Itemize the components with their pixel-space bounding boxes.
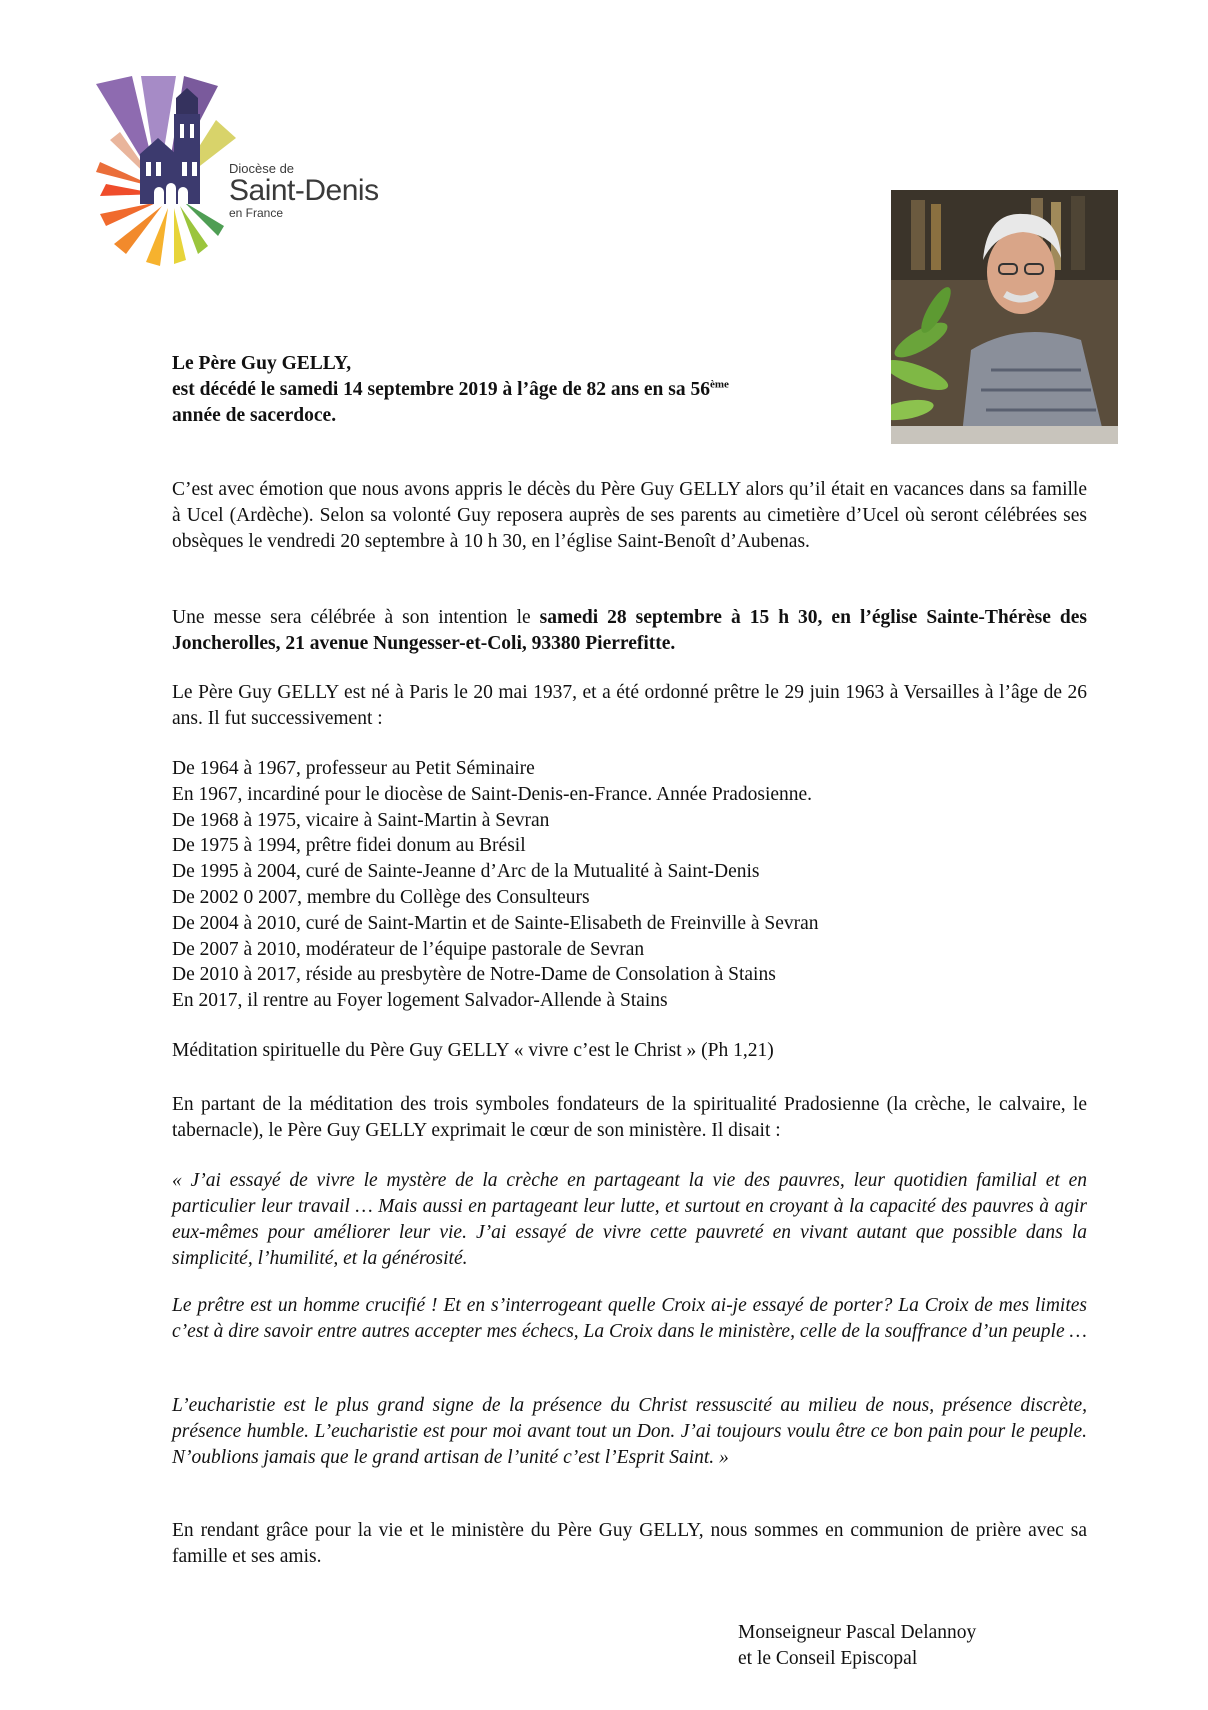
list-item: De 2010 à 2017, réside au presbytère de Notre-Dame de Consolation à Stains — [172, 964, 776, 986]
logo-line-2: Saint-Denis — [229, 174, 379, 207]
paragraph-biography: Le Père Guy GELLY est né à Paris le 20 mai 1937, et a été ordonné prêtre le 29 juin 1963 à Versailles à l’âge de 26 ans. Il fut successivement : — [172, 682, 1087, 729]
career-list — [172, 756, 819, 1014]
portrait-photo — [891, 190, 1118, 444]
list-item: En 2017, il rentre au Foyer logement Salvador-Allende à Stains — [172, 990, 668, 1012]
quote-creche: « J’ai essayé de vivre le mystère de la crèche en partageant la vie des pauvres, leur quotidien familial et en particulier leur travail … Mais aussi en partageant leur lutte, et surtout en croyant à la capacité des pauvres à agir eux-mêmes pour améliorer leur vie. J’ai essayé de vivre cette pauvreté en vivant autant que possible dans la simplicité, l’humilité, et la générosité. — [172, 1170, 1087, 1269]
heading-superscript: ème — [710, 378, 729, 391]
paragraph-mass — [172, 605, 1087, 657]
diocese-logo — [96, 76, 416, 286]
heading-line-3: année de sacerdoce. — [172, 405, 337, 426]
mass-details: samedi 28 septembre à 15 h 30, en l’église Sainte-Thérèse des Joncherolles, 21 avenue Nungesser-et-Coli, 93380 Pierrefitte. — [172, 607, 1087, 654]
paragraph-meditation-title: Méditation spirituelle du Père Guy GELLY « vivre c’est le Christ » (Ph 1,21) — [172, 1040, 774, 1061]
mass-intro: Une messe sera célébrée à son intention le — [172, 607, 540, 628]
list-item: De 1975 à 1994, prêtre fidei donum au Brésil — [172, 835, 526, 857]
paragraph-meditation-intro: En partant de la méditation des trois symboles fondateurs de la spiritualité Pradosienne (la crèche, le calvaire, le tabernacle), le Père Guy GELLY exprimait le cœur de son ministère. Il disait : — [172, 1094, 1087, 1141]
list-item: De 1964 à 1967, professeur au Petit Séminaire — [172, 758, 535, 779]
heading-line-2: est décédé le samedi 14 septembre 2019 à l’âge de 82 ans en sa 56 — [172, 379, 710, 400]
logo-line-1: Diocèse de — [229, 161, 295, 176]
signature-line-2: et le Conseil Episcopal — [738, 1648, 918, 1669]
signature-line-1: Monseigneur Pascal Delannoy — [738, 1622, 977, 1643]
heading-line-1: Le Père Guy GELLY, — [172, 353, 352, 374]
quote-cross: Le prêtre est un homme crucifié ! Et en s’interrogeant quelle Croix ai-je essayé de porter? La Croix de mes limites c’est à dire savoir entre autres accepter mes échecs, La Croix dans le ministère, celle de la souffrance d’un peuple … — [172, 1295, 1087, 1342]
list-item: De 1968 à 1975, vicaire à Saint-Martin à Sevran — [172, 809, 550, 831]
paragraph-funeral: C’est avec émotion que nous avons appris le décès du Père Guy GELLY alors qu’il était en vacances dans sa famille à Ucel (Ardèche). Selon sa volonté Guy reposera auprès de ses parents au cimetière d’Ucel où seront célébrées ses obsèques le vendredi 20 septembre à 10 h 30, en l’église Saint-Benoît d’Aubenas. — [172, 479, 1087, 552]
signature — [738, 1620, 976, 1672]
list-item: En 1967, incardiné pour le diocèse de Saint-Denis-en-France. Année Pradosienne. — [172, 783, 813, 805]
list-item: De 1995 à 2004, curé de Sainte-Jeanne d’Arc de la Mutualité à Saint-Denis — [172, 861, 760, 883]
list-item: De 2002 0 2007, membre du Collège des Consulteurs — [172, 886, 590, 908]
quote-eucharist: L’eucharistie est le plus grand signe de la présence du Christ ressuscité au milieu de nous, présence discrète, présence humble. L’eucharistie est pour moi avant tout un Don. J’ai toujours voulu être ce bon pain pour le peuple. N’oublions jamais que le grand artisan de l’unité c’est l’Esprit Saint. » — [172, 1395, 1087, 1468]
church-rays-logo-icon — [96, 76, 236, 286]
paragraph-closing: En rendant grâce pour la vie et le ministère du Père Guy GELLY, nous sommes en communion de prière avec sa famille et ses amis. — [172, 1520, 1087, 1567]
list-item: De 2007 à 2010, modérateur de l’équipe pastorale de Sevran — [172, 938, 645, 960]
list-item: De 2004 à 2010, curé de Saint-Martin et de Sainte-Elisabeth de Freinville à Sevran — [172, 912, 819, 934]
logo-line-3: en France — [229, 206, 284, 220]
logo-wordmark — [229, 162, 379, 220]
announcement-heading — [172, 351, 882, 429]
